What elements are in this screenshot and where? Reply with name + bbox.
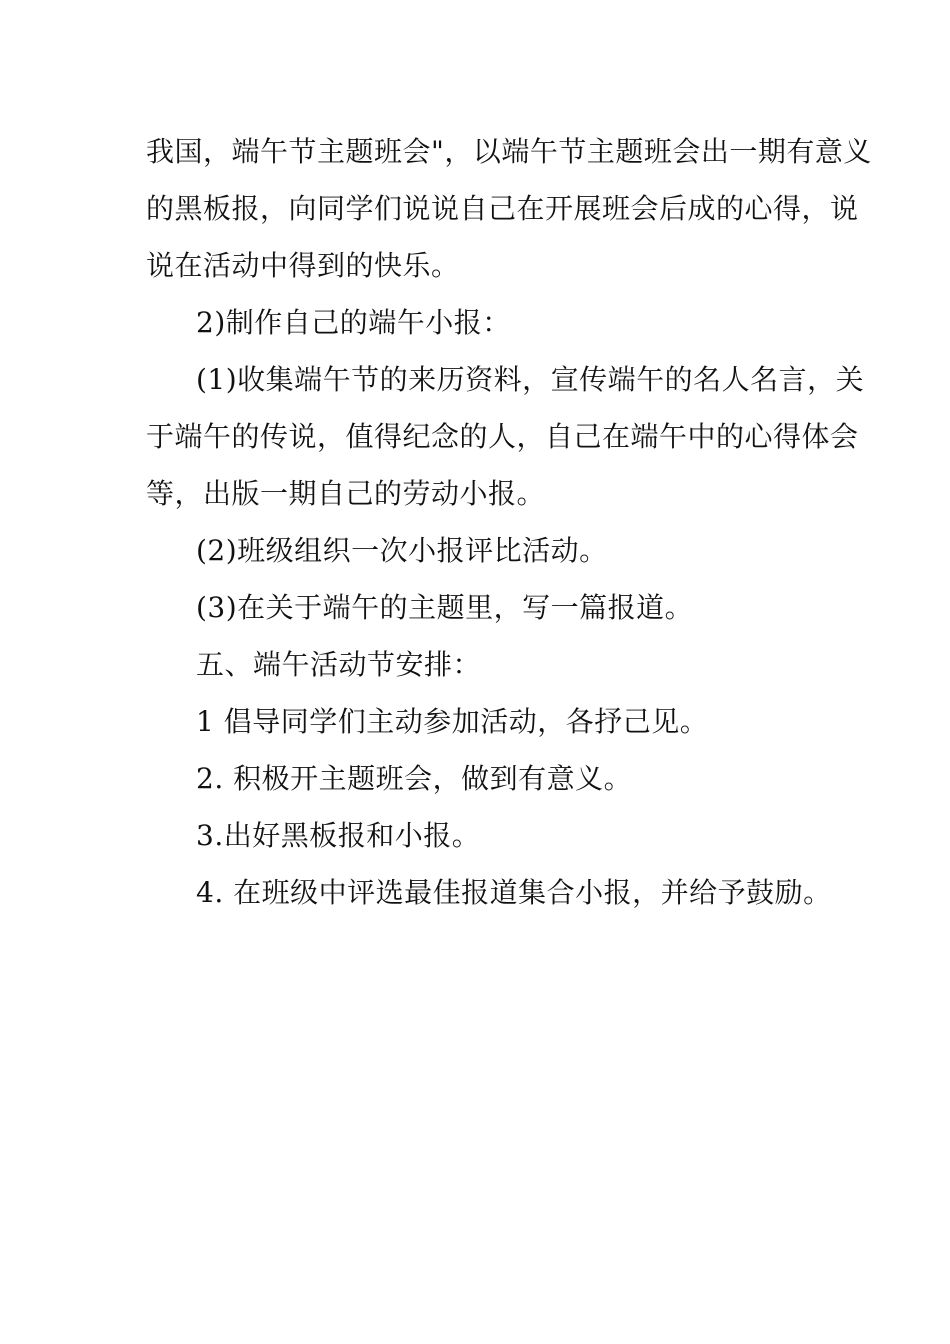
paragraph-3-line-1: (1)收集端午节的来历资料，宣传端午的名人名言，关 bbox=[196, 363, 865, 396]
paragraph-5-line-1: (3)在关于端午的主题里，写一篇报道。 bbox=[196, 591, 694, 624]
paragraph-2-line-1: 2)制作自己的端午小报： bbox=[196, 306, 511, 339]
paragraph-6-line-1: 五、端午活动节安排： bbox=[196, 648, 482, 681]
paragraph-4-line-1: (2)班级组织一次小报评比活动。 bbox=[196, 534, 608, 567]
paragraph-9-line-1: 3.出好黑板报和小报。 bbox=[196, 819, 481, 852]
paragraph-10-line-1: 4. 在班级中评选最佳报道集合小报，并给予鼓励。 bbox=[196, 876, 832, 909]
paragraph-1-line-3: 说在活动中得到的快乐。 bbox=[146, 249, 460, 282]
paragraph-3-line-2: 于端午的传说，值得纪念的人，自己在端午中的心得体会 bbox=[146, 420, 859, 453]
paragraph-7-line-1: 1 倡导同学们主动参加活动，各抒己见。 bbox=[196, 705, 709, 738]
paragraph-3-line-3: 等，出版一期自己的劳动小报。 bbox=[146, 477, 546, 510]
paragraph-8-line-1: 2. 积极开主题班会，做到有意义。 bbox=[196, 762, 633, 795]
paragraph-1-line-1: 我国，端午节主题班会"，以端午节主题班会出一期有意义 bbox=[146, 135, 872, 168]
paragraph-1-line-2: 的黑板报，向同学们说说自己在开展班会后成的心得，说 bbox=[146, 192, 859, 225]
